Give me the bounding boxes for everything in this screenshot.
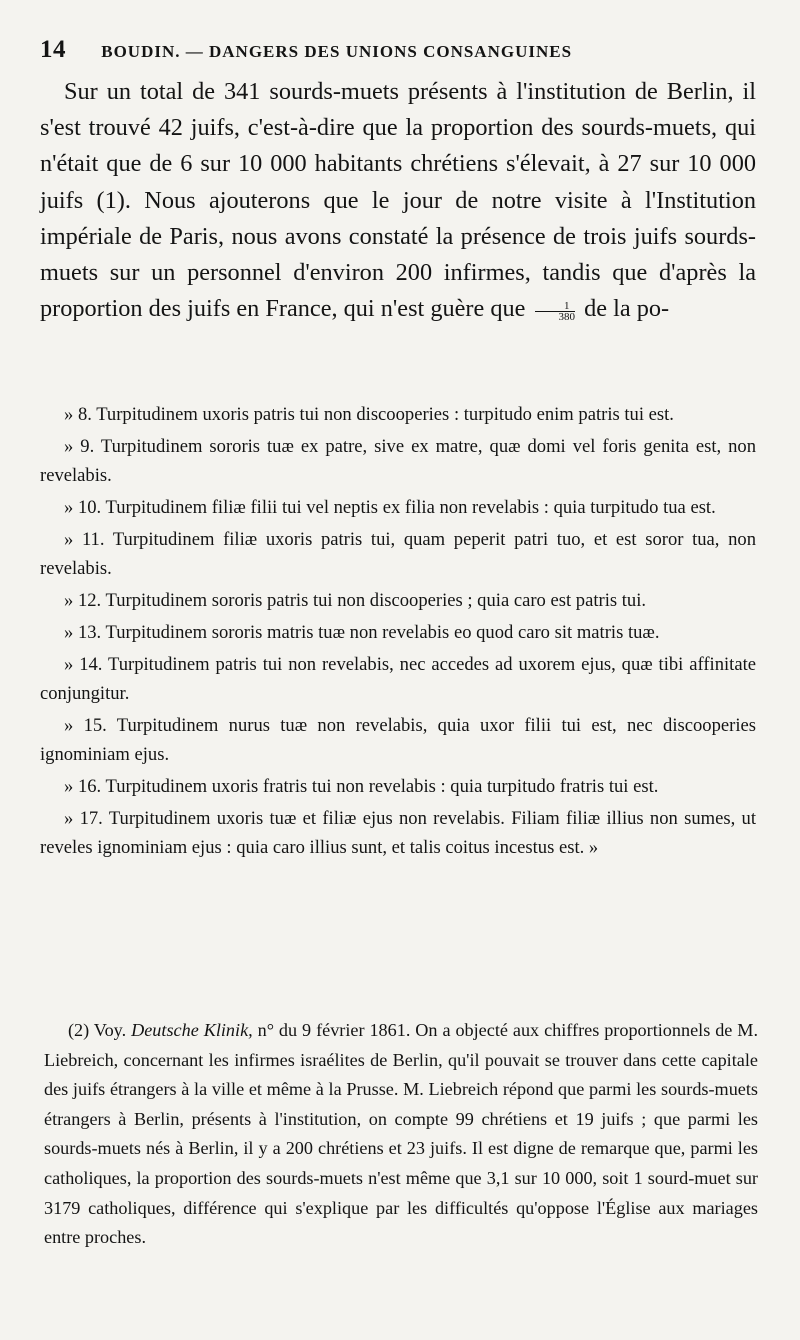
fraction-numerator: 1 bbox=[535, 301, 576, 312]
running-title: BOUDIN. — DANGERS DES UNIONS CONSANGUINES bbox=[101, 42, 573, 61]
verse-number: » 8. bbox=[64, 404, 92, 425]
main-text-part2: de la po- bbox=[584, 295, 670, 323]
verse-number: » 11. bbox=[64, 529, 105, 550]
verse-text: Turpitudinem uxoris tuæ et filiæ ejus non revelabis. Filiam filiæ illius non sumes, ut reveles ignominiam ejus : quia caro illius sunt, et talis coitus incestus est. » bbox=[40, 808, 757, 858]
verse-number: » 17. bbox=[64, 808, 103, 829]
quote-verse bbox=[40, 711, 756, 769]
quote-verse bbox=[40, 772, 756, 801]
quote-verse bbox=[40, 400, 756, 429]
verse-number: » 12. bbox=[64, 590, 102, 611]
quote-verse bbox=[40, 618, 756, 647]
fraction bbox=[535, 301, 576, 322]
main-text-part1: Sur un total de 341 sourds-muets présents à l'institution de Berlin, il s'est trouvé 42 juifs, c'est-à-dire que la proportion des sourds-muets, qui n'était que de 6 sur 10 000 habitants chrétiens s'élevait, à 27 sur 10 000 juifs (1). Nous ajouterons que le jour de notre visite à l'Institution impériale de Paris, nous avons constaté la présence de trois juifs sourds-muets sur un personnel d'environ 200 infirmes, tandis que d'après la proportion des juifs en France, qui n'est guère que bbox=[40, 78, 756, 323]
verse-number: » 15. bbox=[64, 715, 107, 736]
quote-verse bbox=[40, 525, 756, 583]
verse-number: » 16. bbox=[64, 776, 102, 797]
verse-text: Turpitudinem nurus tuæ non revelabis, quia uxor filii tui est, nec discooperies ignominiam ejus. bbox=[40, 715, 757, 765]
quote-verse bbox=[40, 804, 756, 862]
footnote-text: n° du 9 février 1861. On a objecté aux chiffres proportionnels de M. Liebreich, concernant les infirmes israélites de Berlin, qu'il pouvait se trouver dans cette capitale des juifs étrangers à la ville et même à la Prusse. M. Liebreich répond que parmi les sourds-muets étrangers à Berlin, présents à l'institution, on compte 99 chrétiens et 19 juifs ; que parmi les sourds-muets nés à Berlin, il y a 200 chrétiens et 23 juifs. Il est digne de remarque que, parmi les catholiques, la proportion des sourds-muets n'est même que 3,1 sur 10 000, soit 1 sourd-muet sur 3179 catholiques, différence qui s'explique par les difficultés qu'oppose l'Église aux mariages entre proches. bbox=[44, 1020, 759, 1248]
verse-number: » 9. bbox=[64, 436, 95, 457]
footnote-journal: Deutsche Klinik, bbox=[131, 1020, 253, 1040]
page-number: 14 bbox=[40, 36, 66, 63]
footnote-lead: (2) Voy. bbox=[68, 1020, 127, 1040]
quote-verse bbox=[40, 432, 756, 490]
quote-verse bbox=[40, 586, 756, 615]
quote-verse bbox=[40, 650, 756, 708]
verse-text: Turpitudinem patris tui non revelabis, nec accedes ad uxorem ejus, quæ tibi affinitate conjungitur. bbox=[40, 654, 757, 704]
verse-text: Turpitudinem sororis matris tuæ non revelabis eo quod caro sit matris tuæ. bbox=[105, 622, 660, 643]
verse-text: Turpitudinem sororis tuæ ex patre, sive ex matre, quæ domi vel foris genita est, non revelabis. bbox=[40, 436, 756, 486]
verse-number: » 14. bbox=[64, 654, 103, 675]
verse-number: » 13. bbox=[64, 622, 102, 643]
latin-quote bbox=[40, 400, 756, 865]
main-paragraph bbox=[40, 74, 756, 327]
verse-text: Turpitudinem filiæ filii tui vel neptis ex filia non revelabis : quia turpitudo tua est. bbox=[105, 497, 716, 518]
verse-number: » 10. bbox=[64, 497, 102, 518]
verse-text: Turpitudinem uxoris patris tui non discooperies : turpitudo enim patris tui est. bbox=[96, 404, 674, 425]
quote-verse bbox=[40, 493, 756, 522]
footnote bbox=[44, 1016, 758, 1253]
verse-text: Turpitudinem filiæ uxoris patris tui, quam peperit patri tuo, et est soror tua, non revelabis. bbox=[40, 529, 756, 579]
verse-text: Turpitudinem sororis patris tui non discooperies ; quia caro est patris tui. bbox=[105, 590, 647, 611]
verse-text: Turpitudinem uxoris fratris tui non revelabis : quia turpitudo fratris tui est. bbox=[105, 776, 659, 797]
running-header bbox=[40, 36, 760, 64]
fraction-denominator: 380 bbox=[558, 311, 576, 324]
